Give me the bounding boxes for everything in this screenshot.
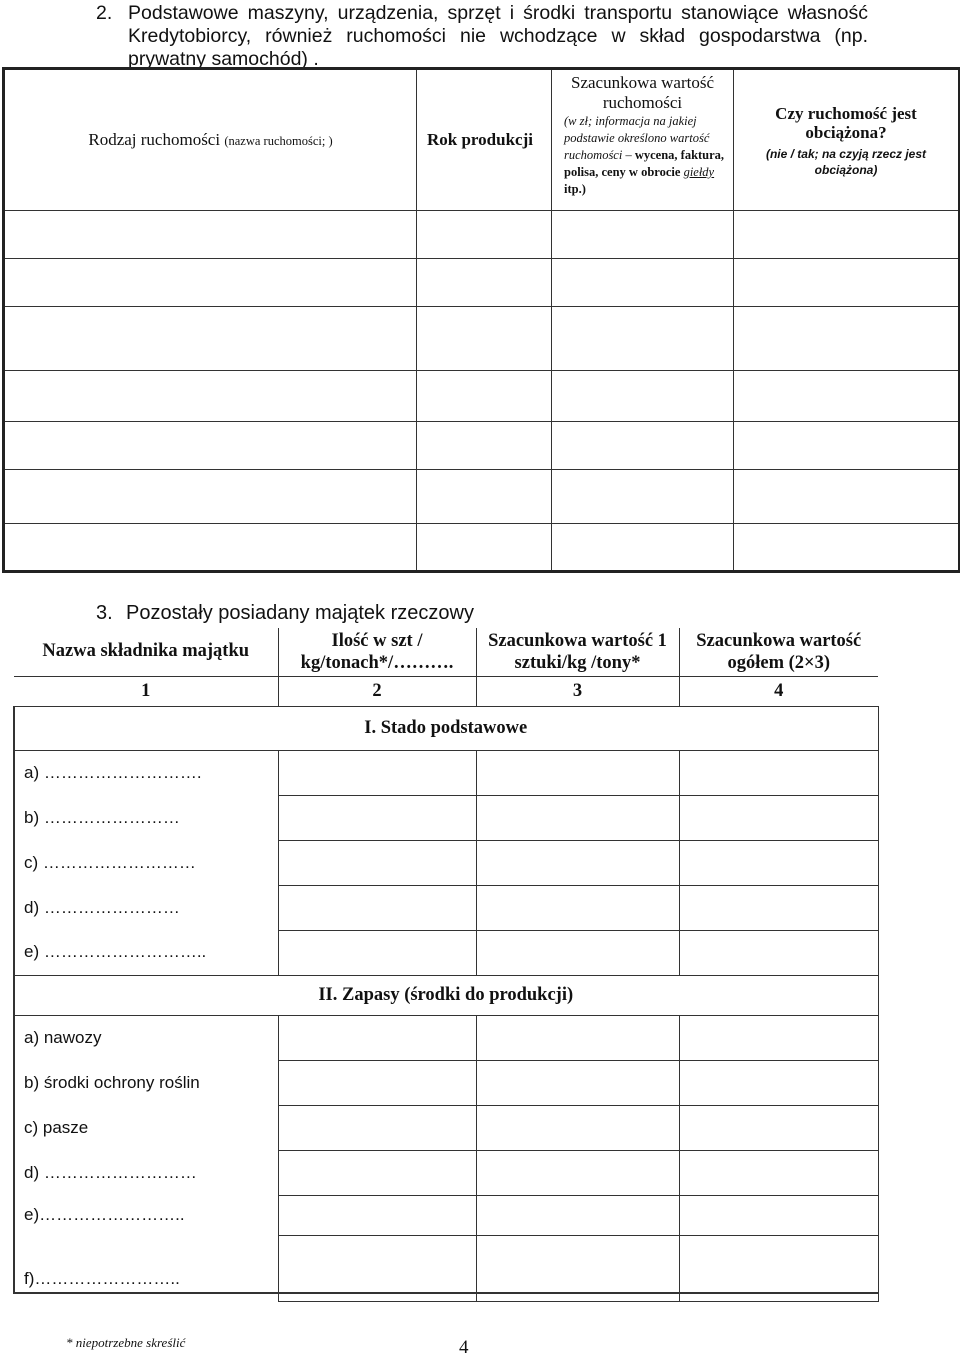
cell[interactable] bbox=[476, 885, 679, 930]
cell[interactable] bbox=[476, 1015, 679, 1060]
cell[interactable] bbox=[476, 840, 679, 885]
table-row bbox=[14, 1105, 878, 1150]
header-movable-type-title: Rodzaj ruchomości bbox=[88, 130, 221, 149]
row-label: b) …………………… bbox=[24, 807, 180, 827]
cell[interactable] bbox=[278, 1015, 476, 1060]
cell[interactable] bbox=[476, 1105, 679, 1150]
header-unit-value: Szacunkowa wartość 1 sztuki/kg /tony* bbox=[476, 628, 679, 676]
section-1-title: I. Stado podstawowe bbox=[14, 706, 878, 750]
cell[interactable] bbox=[552, 524, 734, 572]
cell[interactable] bbox=[734, 211, 960, 259]
cell[interactable] bbox=[679, 1015, 878, 1060]
row-label: e)…………………….. bbox=[24, 1205, 185, 1224]
table-row bbox=[14, 930, 878, 975]
header-total-value: Szacunkowa wartość ogółem (2×3) bbox=[679, 628, 878, 676]
header-estimated-value-note: (w zł; informacja na jakiej podstawie określono wartość ruchomości – bbox=[564, 114, 710, 162]
cell[interactable] bbox=[476, 1195, 679, 1235]
cell[interactable] bbox=[278, 750, 476, 795]
header-encumbrance-note: (nie / tak; na czyją rzecz jest obciążona) bbox=[765, 147, 927, 177]
header-estimated-value-note-bold: wycena, faktura, polisa, ceny w obrocie bbox=[564, 148, 725, 179]
cell[interactable] bbox=[278, 795, 476, 840]
cell[interactable] bbox=[4, 211, 417, 259]
cell[interactable] bbox=[278, 1150, 476, 1195]
cell[interactable] bbox=[734, 524, 960, 572]
cell[interactable] bbox=[734, 422, 960, 470]
cell[interactable] bbox=[476, 930, 679, 975]
cell[interactable] bbox=[4, 524, 417, 572]
movables-row bbox=[4, 259, 960, 307]
movables-table bbox=[2, 67, 960, 573]
row-label: b) środki ochrony roślin bbox=[24, 1072, 200, 1092]
col-number-2: 2 bbox=[278, 676, 476, 706]
cell[interactable] bbox=[476, 1060, 679, 1105]
section-2-number: 2. bbox=[96, 2, 113, 24]
movables-row bbox=[4, 307, 960, 371]
row-label: a) nawozy bbox=[24, 1027, 102, 1047]
movables-row bbox=[4, 371, 960, 422]
cell[interactable] bbox=[417, 211, 552, 259]
cell[interactable] bbox=[4, 307, 417, 371]
cell[interactable] bbox=[679, 795, 878, 840]
cell[interactable] bbox=[552, 211, 734, 259]
col-number-4: 4 bbox=[679, 676, 878, 706]
section-3-number: 3. bbox=[96, 602, 113, 624]
cell[interactable] bbox=[679, 750, 878, 795]
table-row bbox=[14, 885, 878, 930]
section-title-row bbox=[14, 975, 878, 1015]
movables-header-row bbox=[4, 69, 960, 211]
header-estimated-value-note-end: giełdy bbox=[683, 165, 715, 179]
table-left-border bbox=[13, 706, 15, 1292]
cell[interactable] bbox=[552, 259, 734, 307]
row-label: c) ……………………… bbox=[24, 852, 196, 872]
movables-row bbox=[4, 524, 960, 572]
cell[interactable] bbox=[679, 1150, 878, 1195]
cell[interactable] bbox=[278, 930, 476, 975]
table-row bbox=[14, 795, 878, 840]
section-3-heading bbox=[96, 602, 474, 625]
row-label: d) …………………… bbox=[24, 897, 180, 917]
cell[interactable] bbox=[552, 371, 734, 422]
footnote: * niepotrzebne skreślić bbox=[66, 1335, 186, 1350]
cell[interactable] bbox=[417, 307, 552, 371]
cell[interactable] bbox=[278, 1060, 476, 1105]
header-item-name: Nazwa składnika majątku bbox=[14, 628, 278, 676]
movables-row bbox=[4, 422, 960, 470]
header-estimated-value-title: Szacunkowa wartość ruchomości bbox=[570, 73, 715, 112]
cell[interactable] bbox=[4, 422, 417, 470]
table-row bbox=[14, 1060, 878, 1105]
row-label: d) ……………………… bbox=[24, 1162, 197, 1182]
header-production-year bbox=[417, 69, 552, 211]
row-label: e) ……………………….. bbox=[24, 942, 207, 962]
movables-row bbox=[4, 470, 960, 524]
cell[interactable] bbox=[278, 1105, 476, 1150]
section-2-title: II. Zapasy (środki do produkcji) bbox=[14, 975, 878, 1015]
header-production-year-title: Rok produkcji bbox=[427, 130, 533, 149]
cell[interactable] bbox=[476, 795, 679, 840]
table-row bbox=[14, 1015, 878, 1060]
header-encumbrance-title: Czy ruchomość jest obciążona? bbox=[775, 104, 917, 142]
cell[interactable] bbox=[4, 470, 417, 524]
section-2-text: Podstawowe maszyny, urządzenia, sprzęt i środki transportu stanowiące własność Kredytobiorcy, również ruchomości nie wchodzące w skład gospodarstwa (np. prywatny samochód) . bbox=[128, 2, 868, 70]
header-movable-type bbox=[4, 69, 417, 211]
cell[interactable] bbox=[734, 371, 960, 422]
cell[interactable] bbox=[476, 1150, 679, 1195]
row-label: c) pasze bbox=[24, 1117, 89, 1137]
cell[interactable] bbox=[417, 470, 552, 524]
col-number-3: 3 bbox=[476, 676, 679, 706]
cell[interactable] bbox=[278, 885, 476, 930]
section-2-heading bbox=[96, 2, 868, 71]
cell[interactable] bbox=[679, 840, 878, 885]
header-estimated-value bbox=[552, 69, 734, 211]
movables-row bbox=[4, 211, 960, 259]
cell[interactable] bbox=[552, 470, 734, 524]
header-estimated-value-note-tail: itp.) bbox=[564, 182, 586, 196]
cell[interactable] bbox=[278, 1195, 476, 1235]
cell[interactable] bbox=[552, 422, 734, 470]
cell[interactable] bbox=[679, 930, 878, 975]
cell[interactable] bbox=[4, 259, 417, 307]
row-label: f)…………………….. bbox=[24, 1269, 180, 1288]
cell[interactable] bbox=[552, 307, 734, 371]
cell[interactable] bbox=[679, 885, 878, 930]
other-property-table bbox=[14, 628, 879, 1302]
col-number-1: 1 bbox=[14, 676, 278, 706]
cell[interactable] bbox=[679, 1195, 878, 1235]
cell[interactable] bbox=[417, 371, 552, 422]
table-row bbox=[14, 750, 878, 795]
header-movable-type-note: (nazwa ruchomości; ) bbox=[224, 134, 333, 148]
header-encumbrance bbox=[734, 69, 960, 211]
section-title-row bbox=[14, 706, 878, 750]
table-bottom-border bbox=[13, 1292, 879, 1294]
cell[interactable] bbox=[4, 371, 417, 422]
row-label: a) ………………………. bbox=[14, 750, 278, 795]
header-quantity: Ilość w szt / kg/tonach*/………. bbox=[278, 628, 476, 676]
table-row bbox=[14, 1195, 878, 1235]
other-property-header-row bbox=[14, 628, 878, 676]
column-number-row bbox=[14, 676, 878, 706]
cell[interactable] bbox=[734, 259, 960, 307]
cell[interactable] bbox=[679, 1060, 878, 1105]
cell[interactable] bbox=[278, 840, 476, 885]
cell[interactable] bbox=[417, 259, 552, 307]
cell[interactable] bbox=[417, 422, 552, 470]
table-row bbox=[14, 840, 878, 885]
cell[interactable] bbox=[417, 524, 552, 572]
cell[interactable] bbox=[476, 750, 679, 795]
section-3-title: Pozostały posiadany majątek rzeczowy bbox=[126, 602, 474, 624]
cell[interactable] bbox=[734, 307, 960, 371]
cell[interactable] bbox=[734, 470, 960, 524]
page-number: 4 bbox=[459, 1337, 469, 1358]
cell[interactable] bbox=[679, 1105, 878, 1150]
table-row bbox=[14, 1150, 878, 1195]
